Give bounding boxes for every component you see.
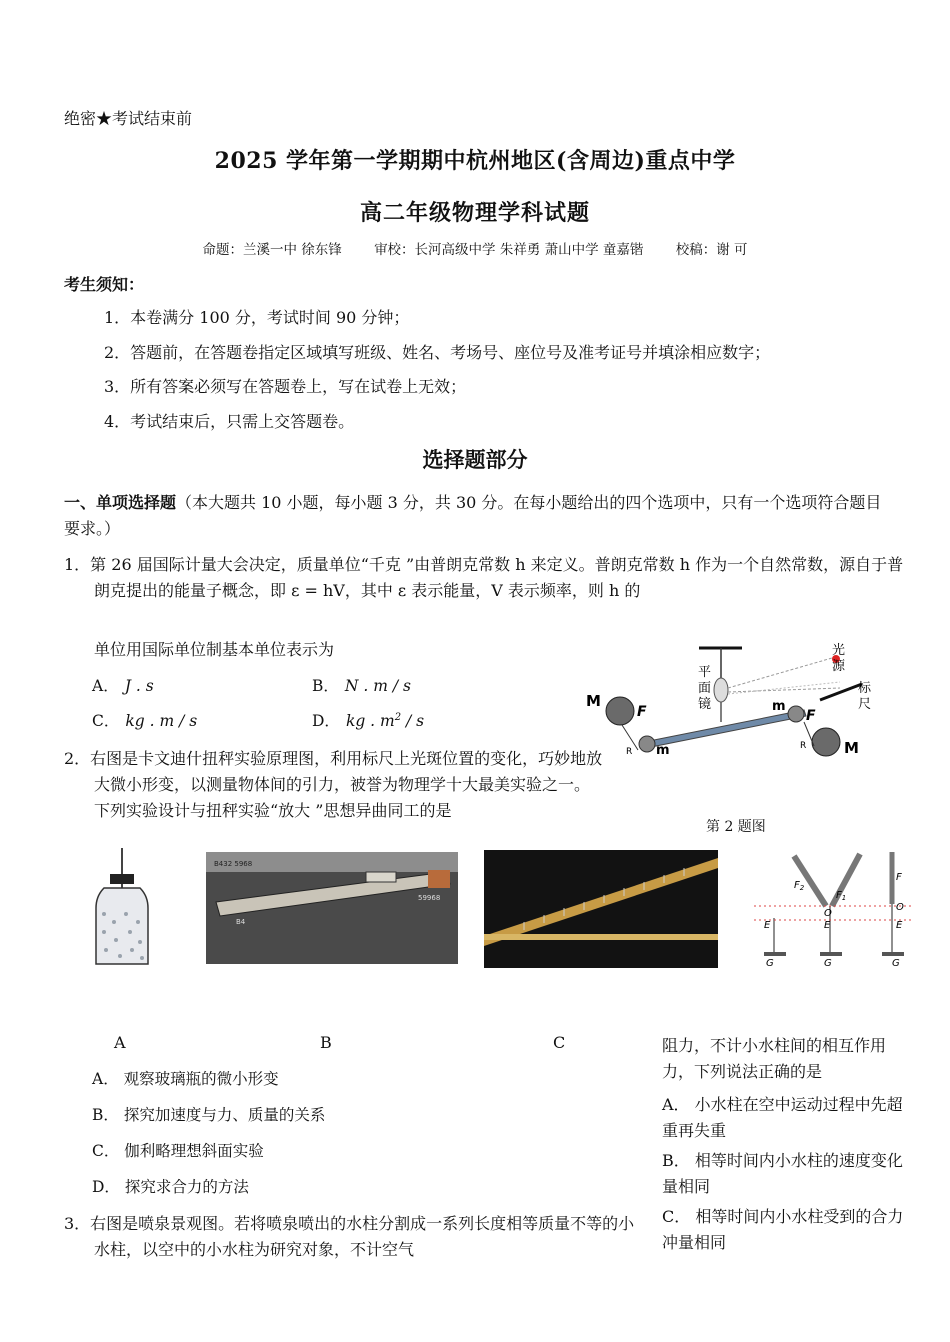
base-middle xyxy=(820,952,842,956)
part-heading xyxy=(64,490,884,542)
q1-option-b xyxy=(312,674,411,696)
q3-stem: 3．右图是喷泉景观图。若将喷泉喷出的水柱分割成一系列长度相等质量不等的小水柱，以空中的小水柱为研究对象，不计空气 xyxy=(64,1214,635,1259)
photo-b-label-1: B432 5968 xyxy=(214,860,253,868)
reflected-ray-2 xyxy=(728,682,840,694)
q1-option-c xyxy=(92,709,197,731)
q1-option-d-text xyxy=(346,712,424,730)
bottle-cap xyxy=(110,874,134,884)
credits-line xyxy=(0,238,950,258)
q1-stem: 1．第 26 届国际计量大会决定，质量单位“千克 ”由普朗克常数 h 来定义。普朗克常数 h 作为一个自然常数，源自于普朗克提出的能量子概念，即 ε = hV，其中 ε 表示能量，V 表示频率，则 h 的 xyxy=(64,555,904,600)
notice-item: 1．本卷满分 100 分，考试时间 90 分钟； xyxy=(104,308,410,327)
label-G-left: G xyxy=(766,958,774,969)
q2-option-a: A． 观察玻璃瓶的微小形变 xyxy=(92,1070,279,1088)
exam-subtitle: 高二年级物理学科试题 xyxy=(359,200,590,226)
photo-label-c: C xyxy=(553,1033,566,1052)
q1-option-d-tail: / s xyxy=(401,712,425,730)
label-F1: $F_1$ xyxy=(836,890,847,902)
q3-option-a: A． 小水柱在空中运动过程中先超重再失重 xyxy=(662,1095,903,1140)
label-O-middle: O xyxy=(824,908,832,919)
label-light: 光 xyxy=(832,643,846,658)
section-title: 选择题部分 xyxy=(422,447,528,472)
q2-option-d: D． 探究求合力的方法 xyxy=(92,1178,249,1196)
plane-mirror xyxy=(714,678,728,702)
label-M-right: M xyxy=(844,739,859,757)
notice-item: 4．考试结束后，只需上交答题卷。 xyxy=(104,412,355,431)
label-G-right: G xyxy=(892,958,900,969)
q1-stem-cont: 单位用国际单位制基本单位表示为 xyxy=(94,640,335,659)
q3-option-b: B． 相等时间内小水柱的速度变化量相同 xyxy=(662,1151,903,1196)
label-E-right: E xyxy=(896,920,903,931)
label-mirror-1: 平 xyxy=(698,665,712,680)
large-sphere-right xyxy=(812,728,840,756)
author: 命题：兰溪一中 徐东锋 xyxy=(202,242,342,258)
label-M-left: M xyxy=(586,692,601,710)
torsion-balance-figure xyxy=(582,638,882,768)
label-F: F xyxy=(896,872,902,883)
base-right xyxy=(882,952,904,956)
q1-option-a-text: J . s xyxy=(124,677,154,695)
notice-heading: 考生须知： xyxy=(64,275,145,294)
q1-option-d-base: kg . m xyxy=(345,712,395,730)
q1-option-c-label: C． xyxy=(92,712,120,730)
label-mirror-2: 面 xyxy=(698,681,712,696)
base-left xyxy=(764,952,786,956)
photo-c-bg xyxy=(484,850,718,968)
photo-air-track xyxy=(206,852,458,964)
bottle-body xyxy=(96,888,148,964)
label-O-right: O xyxy=(896,902,904,913)
label-m-right: m xyxy=(772,699,786,714)
q2-option-b: B． 探究加速度与力、质量的关系 xyxy=(92,1106,326,1124)
label-source: 源 xyxy=(832,659,846,674)
photo-glass-bottle xyxy=(86,848,158,968)
part-description: （本大题共 10 小题，每小题 3 分，共 30 分。在每小题给出的四个选项中，只有一个选项符合题目要求。） xyxy=(64,493,882,538)
proofreader: 校稿：谢 可 xyxy=(675,242,748,258)
reviewer: 审校：长河高级中学 朱祥勇 萧山中学 童嘉锴 xyxy=(374,242,644,258)
label-F-right: F xyxy=(806,708,816,724)
q1-option-d-label: D． xyxy=(312,712,340,730)
photo-b-label-3: 59968 xyxy=(418,894,441,902)
q1-option-c-text: kg . m / s xyxy=(125,712,198,730)
exam-title: 2025 学年第一学期期中杭州地区(含周边)重点中学 xyxy=(214,148,736,174)
photo-force-composition xyxy=(754,846,914,970)
scale-ruler xyxy=(820,684,862,700)
label-F2: $F_2$ xyxy=(794,880,805,892)
track-cart xyxy=(366,872,396,882)
small-sphere-left xyxy=(639,736,655,752)
notice-item: 3．所有答案必须写在答题卷上，写在试卷上无效； xyxy=(104,377,467,396)
incident-ray xyxy=(728,658,832,688)
q2-option-c: C． 伽利略理想斜面实验 xyxy=(92,1142,264,1160)
q1-option-b-text: N . m / s xyxy=(344,677,411,695)
reflected-ray xyxy=(728,688,840,692)
label-R-right: R xyxy=(800,741,807,751)
q1-option-d xyxy=(312,709,424,731)
label-F-left: F xyxy=(637,704,647,720)
track-pulley xyxy=(428,870,450,888)
q1-option-a-label: A． xyxy=(92,677,119,695)
small-sphere-right xyxy=(788,706,804,722)
large-sphere-left xyxy=(606,697,634,725)
label-ruler-2: 尺 xyxy=(858,697,872,712)
photo-b-label-2: B4 xyxy=(236,918,246,926)
label-E-left: E xyxy=(764,920,771,931)
figure2-caption: 第 2 题图 xyxy=(706,819,766,835)
q1-option-b-label: B． xyxy=(312,677,339,695)
photo-label-b: B xyxy=(320,1033,332,1052)
label-ruler-1: 标 xyxy=(858,681,872,696)
label-m-left: m xyxy=(656,743,670,758)
label-mirror-3: 镜 xyxy=(698,697,712,712)
q1-option-a xyxy=(92,674,154,696)
confidential-mark: 绝密★考试结束前 xyxy=(64,109,193,128)
photo-inclined-plane xyxy=(484,850,718,968)
q2-stem: 2．右图是卡文迪什扭秤实验原理图，利用标尺上光斑位置的变化，巧妙地放大微小形变，以测量物体间的引力，被誉为物理学十大最美实验之一。下列实验设计与扭秤实验“放大 ”思想异曲同工的是 xyxy=(64,749,603,820)
q3-stem-right: 阻力，不计小水柱间的相互作用力，下列说法正确的是 xyxy=(662,1036,887,1081)
q3-option-c: C． 相等时间内小水柱受到的合力冲量相同 xyxy=(662,1207,904,1252)
label-R-left: R xyxy=(626,747,633,757)
floor-track xyxy=(484,934,718,940)
q1-option-d-exp: 2 xyxy=(394,711,402,723)
label-E-middle: E xyxy=(824,920,831,931)
label-G-middle: G xyxy=(824,958,832,969)
notice-item: 2．答题前，在答题卷指定区域填写班级、姓名、考场号、座位号及准考证号并填涂相应数字； xyxy=(104,343,771,362)
photo-label-a: A xyxy=(114,1033,126,1052)
part-label: 一、单项选择题 xyxy=(64,493,177,512)
